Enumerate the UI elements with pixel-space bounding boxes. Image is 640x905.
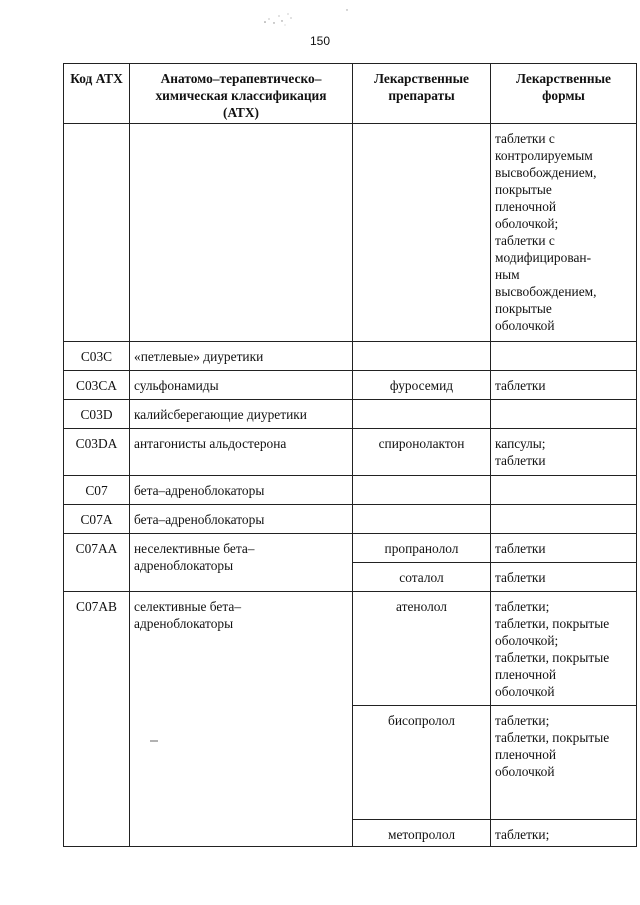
drug-cell [353,476,491,505]
forms-cell [491,400,637,429]
table-row [64,371,637,400]
code-cell: C03DA [64,429,130,476]
drug-cell: метопролол [353,820,491,847]
code-cell [64,124,130,342]
table-row [64,400,637,429]
class-cell: антагонисты альдостерона [130,429,353,476]
code-cell: C07AA [64,534,130,592]
drug-cell [353,124,491,342]
drug-cell: атенолол [353,592,491,706]
atx-table [63,63,637,847]
forms-cell: таблетки [491,371,637,400]
stray-scan-mark [148,738,160,744]
code-cell: C07AB [64,592,130,847]
table-row [64,534,637,563]
code-cell: C03D [64,400,130,429]
code-cell: C03C [64,342,130,371]
drug-cell: соталол [353,563,491,592]
drug-cell: пропранолол [353,534,491,563]
forms-cell: таблетки; [491,820,637,847]
code-cell: C07 [64,476,130,505]
table-row [64,429,637,476]
forms-cell: таблетки; таблетки, покрытые оболочкой; таблетки, покрытые пленочной оболочкой [491,592,637,706]
forms-cell: таблетки [491,534,637,563]
class-cell: сульфонамиды [130,371,353,400]
class-cell: «петлевые» диуретики [130,342,353,371]
drug-cell: фуросемид [353,371,491,400]
header-drugs: Лекарственные препараты [353,64,491,124]
drug-cell [353,505,491,534]
table-header-row [64,64,637,124]
class-cell: бета–адреноблокаторы [130,476,353,505]
drug-cell [353,342,491,371]
forms-cell [491,342,637,371]
forms-cell: таблетки [491,563,637,592]
page-number: 150 [309,34,331,48]
forms-cell [491,476,637,505]
class-cell [130,124,353,342]
drug-cell [353,400,491,429]
table-row [64,342,637,371]
drug-cell: спиронолактон [353,429,491,476]
forms-cell: капсулы; таблетки [491,429,637,476]
table-row [64,476,637,505]
table-row [64,592,637,706]
code-cell: C07A [64,505,130,534]
class-cell: бета–адреноблокаторы [130,505,353,534]
header-forms: Лекарственные формы [491,64,637,124]
drug-cell: бисопролол [353,706,491,820]
header-code: Код АТХ [64,64,130,124]
forms-cell: таблетки; таблетки, покрытые пленочной оболочкой [491,706,637,820]
class-cell: калийсберегающие диуретики [130,400,353,429]
header-classification: Анатомо–терапевтическо– химическая классификация (АТХ) [130,64,353,124]
class-cell: неселективные бета– адреноблокаторы [130,534,353,592]
table-row-continuation [64,124,637,342]
table-row [64,505,637,534]
forms-cell [491,505,637,534]
forms-cell: таблетки с контролируемым высвобождением, покрытые пленочной оболочкой; таблетки с модифицирован- ным высвобождением, покрытые оболочкой [491,124,637,342]
class-cell: селективные бета– адреноблокаторы [130,592,353,847]
code-cell: C03CA [64,371,130,400]
scan-noise-marks [255,4,355,34]
